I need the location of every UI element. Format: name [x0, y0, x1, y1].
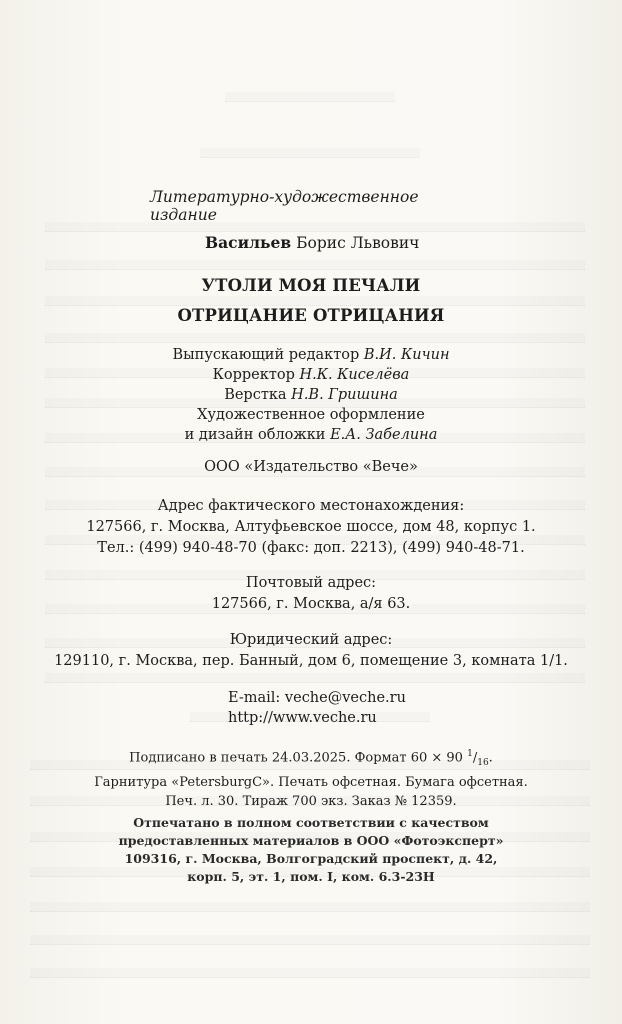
book-title-line-2: ОТРИЦАНИЕ ОТРИЦАНИЯ — [177, 306, 445, 325]
credit-role: Корректор — [212, 367, 295, 383]
legal-address — [0, 630, 622, 672]
format-period: . — [488, 750, 493, 766]
print-info-line-1: Подписано в печать 24.03.2025. Формат 60 × 90 $^1/_{16}$. — [129, 749, 493, 768]
format-fraction-numerator: 1 — [467, 749, 473, 759]
print-info-line-2: Гарнитура «PetersburgC». Печать офсетная. Бумага офсетная. — [94, 774, 528, 790]
credit-art-role: Художественное оформление — [197, 407, 425, 423]
credit-corrector — [0, 365, 622, 385]
printer-info-line-4: корп. 5, эт. 1, пом. I, ком. 6.3-23Н — [187, 869, 435, 884]
credit-role: Выпускающий редактор — [172, 347, 360, 363]
actual-address-label: Адрес фактического местонахождения: — [157, 498, 465, 514]
legal-address-line: 129110, г. Москва, пер. Банный, дом 6, помещение 3, комната 1/1. — [54, 653, 568, 669]
credits — [0, 345, 622, 445]
credit-role: и дизайн обложки — [184, 427, 326, 443]
postal-address-line: 127566, г. Москва, а/я 63. — [211, 596, 411, 612]
credit-person: Н.К. Киселёва — [299, 367, 410, 383]
book-title-line-1: УТОЛИ МОЯ ПЕЧАЛИ — [201, 276, 421, 295]
contacts — [228, 688, 528, 728]
credit-person: В.И. Кичин — [363, 347, 450, 363]
print-info-line-3: Печ. л. 30. Тираж 700 экз. Заказ № 12359. — [165, 793, 457, 809]
email-link[interactable]: E-mail: veche@veche.ru — [228, 690, 406, 706]
postal-address-label: Почтовый адрес: — [245, 575, 377, 591]
printer-info-line-3: 109316, г. Москва, Волгоградский проспект, д. 42, — [124, 851, 498, 866]
format-fraction-denominator: 16 — [477, 757, 489, 768]
actual-address-line: 127566, г. Москва, Алтуфьевское шоссе, дом 48, корпус 1. — [86, 519, 536, 535]
postal-address — [0, 573, 622, 615]
print-format: Подписано в печать 24.03.2025. Формат 60 × 90 — [129, 750, 463, 766]
credit-art — [0, 425, 622, 445]
publisher-name: ООО «Издательство «Вече» — [204, 459, 418, 475]
author-name — [205, 233, 465, 252]
printer-info-line-1: Отпечатано в полном соответствии с качеством — [133, 815, 489, 830]
legal-address-label: Юридический адрес: — [229, 632, 393, 648]
author-surname: Васильев — [205, 233, 292, 252]
credit-editor — [0, 345, 622, 365]
website-link[interactable]: http://www.veche.ru — [228, 710, 377, 726]
credit-role: Верстка — [224, 387, 287, 403]
credit-person: Н.В. Гришина — [291, 387, 398, 403]
author-given-name: Борис Львович — [296, 234, 420, 252]
credit-person: Е.А. Забелина — [330, 427, 438, 443]
phone-line: Тел.: (499) 940-48-70 (факс: доп. 2213), (499) 940-48-71. — [97, 540, 525, 556]
genre-label: Литературно-художественное издание — [150, 188, 419, 224]
print-info — [0, 745, 622, 811]
printer-info-line-2: предоставленных материалов в ООО «Фотоэксперт» — [118, 833, 504, 848]
printer-info — [0, 814, 622, 886]
actual-address — [0, 496, 622, 559]
credit-layout — [0, 385, 622, 405]
